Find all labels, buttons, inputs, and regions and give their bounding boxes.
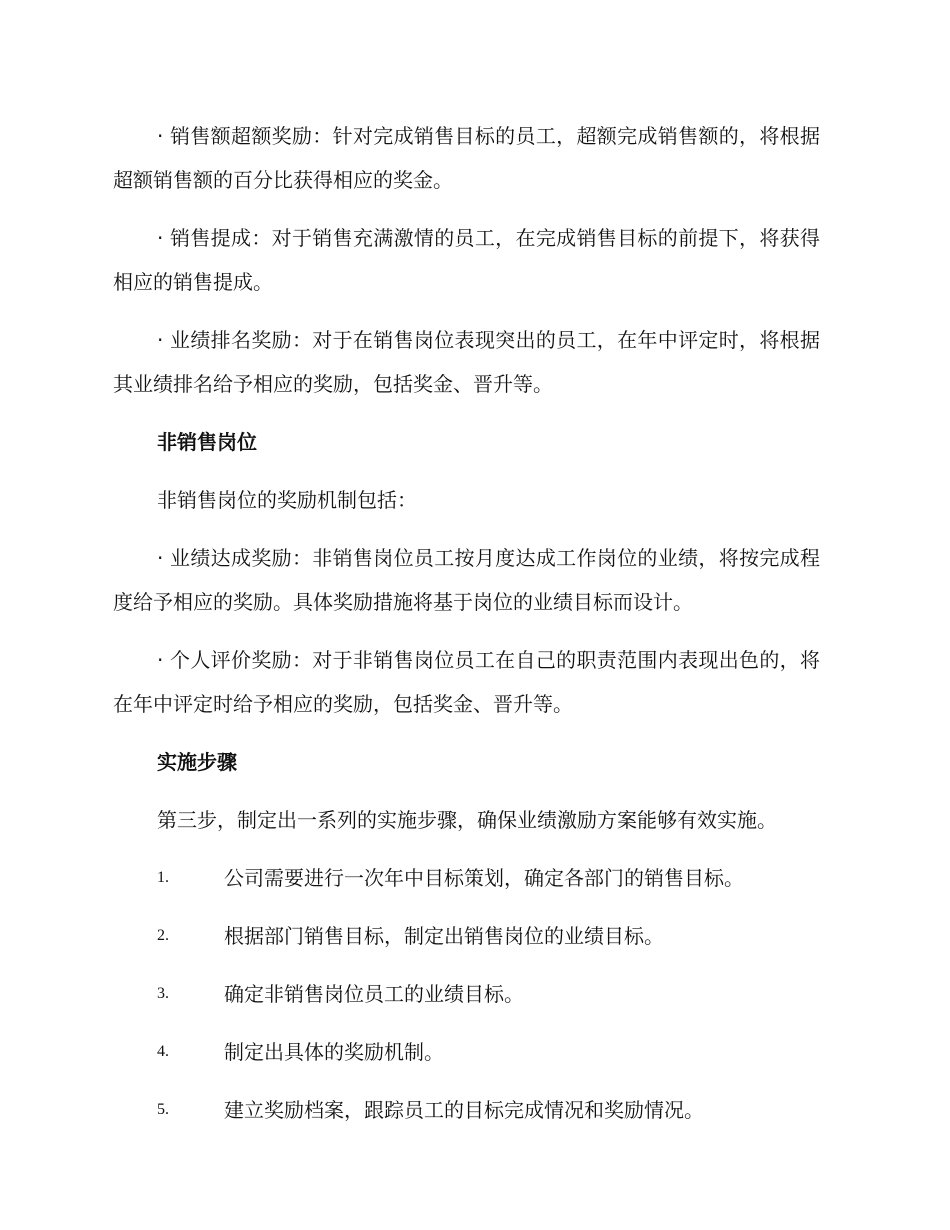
sales-reward-section [113, 114, 820, 406]
step-text: 确定非销售岗位员工的业绩目标。 [224, 982, 524, 1006]
list-item [113, 1088, 820, 1132]
implementation-steps-list [113, 856, 820, 1132]
implementation-intro: 第三步，制定出一系列的实施步骤，确保业绩激励方案能够有效实施。 [157, 808, 777, 832]
list-item [113, 856, 820, 900]
sales-bonus-item: · 销售额超额奖励：针对完成销售目标的员工，超额完成销售额的，将根据超额销售额的百分比获得相应的奖金。 [113, 124, 820, 192]
implementation-section [113, 740, 820, 1132]
step-text: 公司需要进行一次年中目标策划，确定各部门的销售目标。 [224, 866, 744, 890]
list-item [113, 972, 820, 1016]
step-number: 4. [157, 1043, 169, 1060]
step-text: 建立奖励档案，跟踪员工的目标完成情况和奖励情况。 [224, 1098, 704, 1122]
step-text: 制定出具体的奖励机制。 [224, 1040, 444, 1064]
step-number: 5. [157, 1101, 169, 1118]
step-number: 3. [157, 985, 169, 1002]
personal-evaluation-item: · 个人评价奖励：对于非销售岗位员工在自己的职责范围内表现出色的，将在年中评定时给予相应的奖励，包括奖金、晋升等。 [113, 648, 820, 716]
step-number: 2. [157, 927, 169, 944]
step-number: 1. [157, 869, 169, 886]
list-item [113, 1030, 820, 1074]
performance-ranking-item: · 业绩排名奖励：对于在销售岗位表现突出的员工，在年中评定时，将根据其业绩排名给予相应的奖励，包括奖金、晋升等。 [113, 328, 820, 396]
list-item [113, 914, 820, 958]
non-sales-intro: 非销售岗位的奖励机制包括： [157, 488, 417, 512]
non-sales-section [113, 420, 820, 726]
implementation-heading: 实施步骤 [157, 750, 237, 774]
sales-commission-item: · 销售提成：对于销售充满激情的员工，在完成销售目标的前提下，将获得相应的销售提成。 [113, 226, 820, 294]
non-sales-heading: 非销售岗位 [157, 430, 257, 454]
achievement-reward-item: · 业绩达成奖励：非销售岗位员工按月度达成工作岗位的业绩，将按完成程度给予相应的奖励。具体奖励措施将基于岗位的业绩目标而设计。 [113, 546, 820, 614]
step-text: 根据部门销售目标，制定出销售岗位的业绩目标。 [224, 924, 664, 948]
